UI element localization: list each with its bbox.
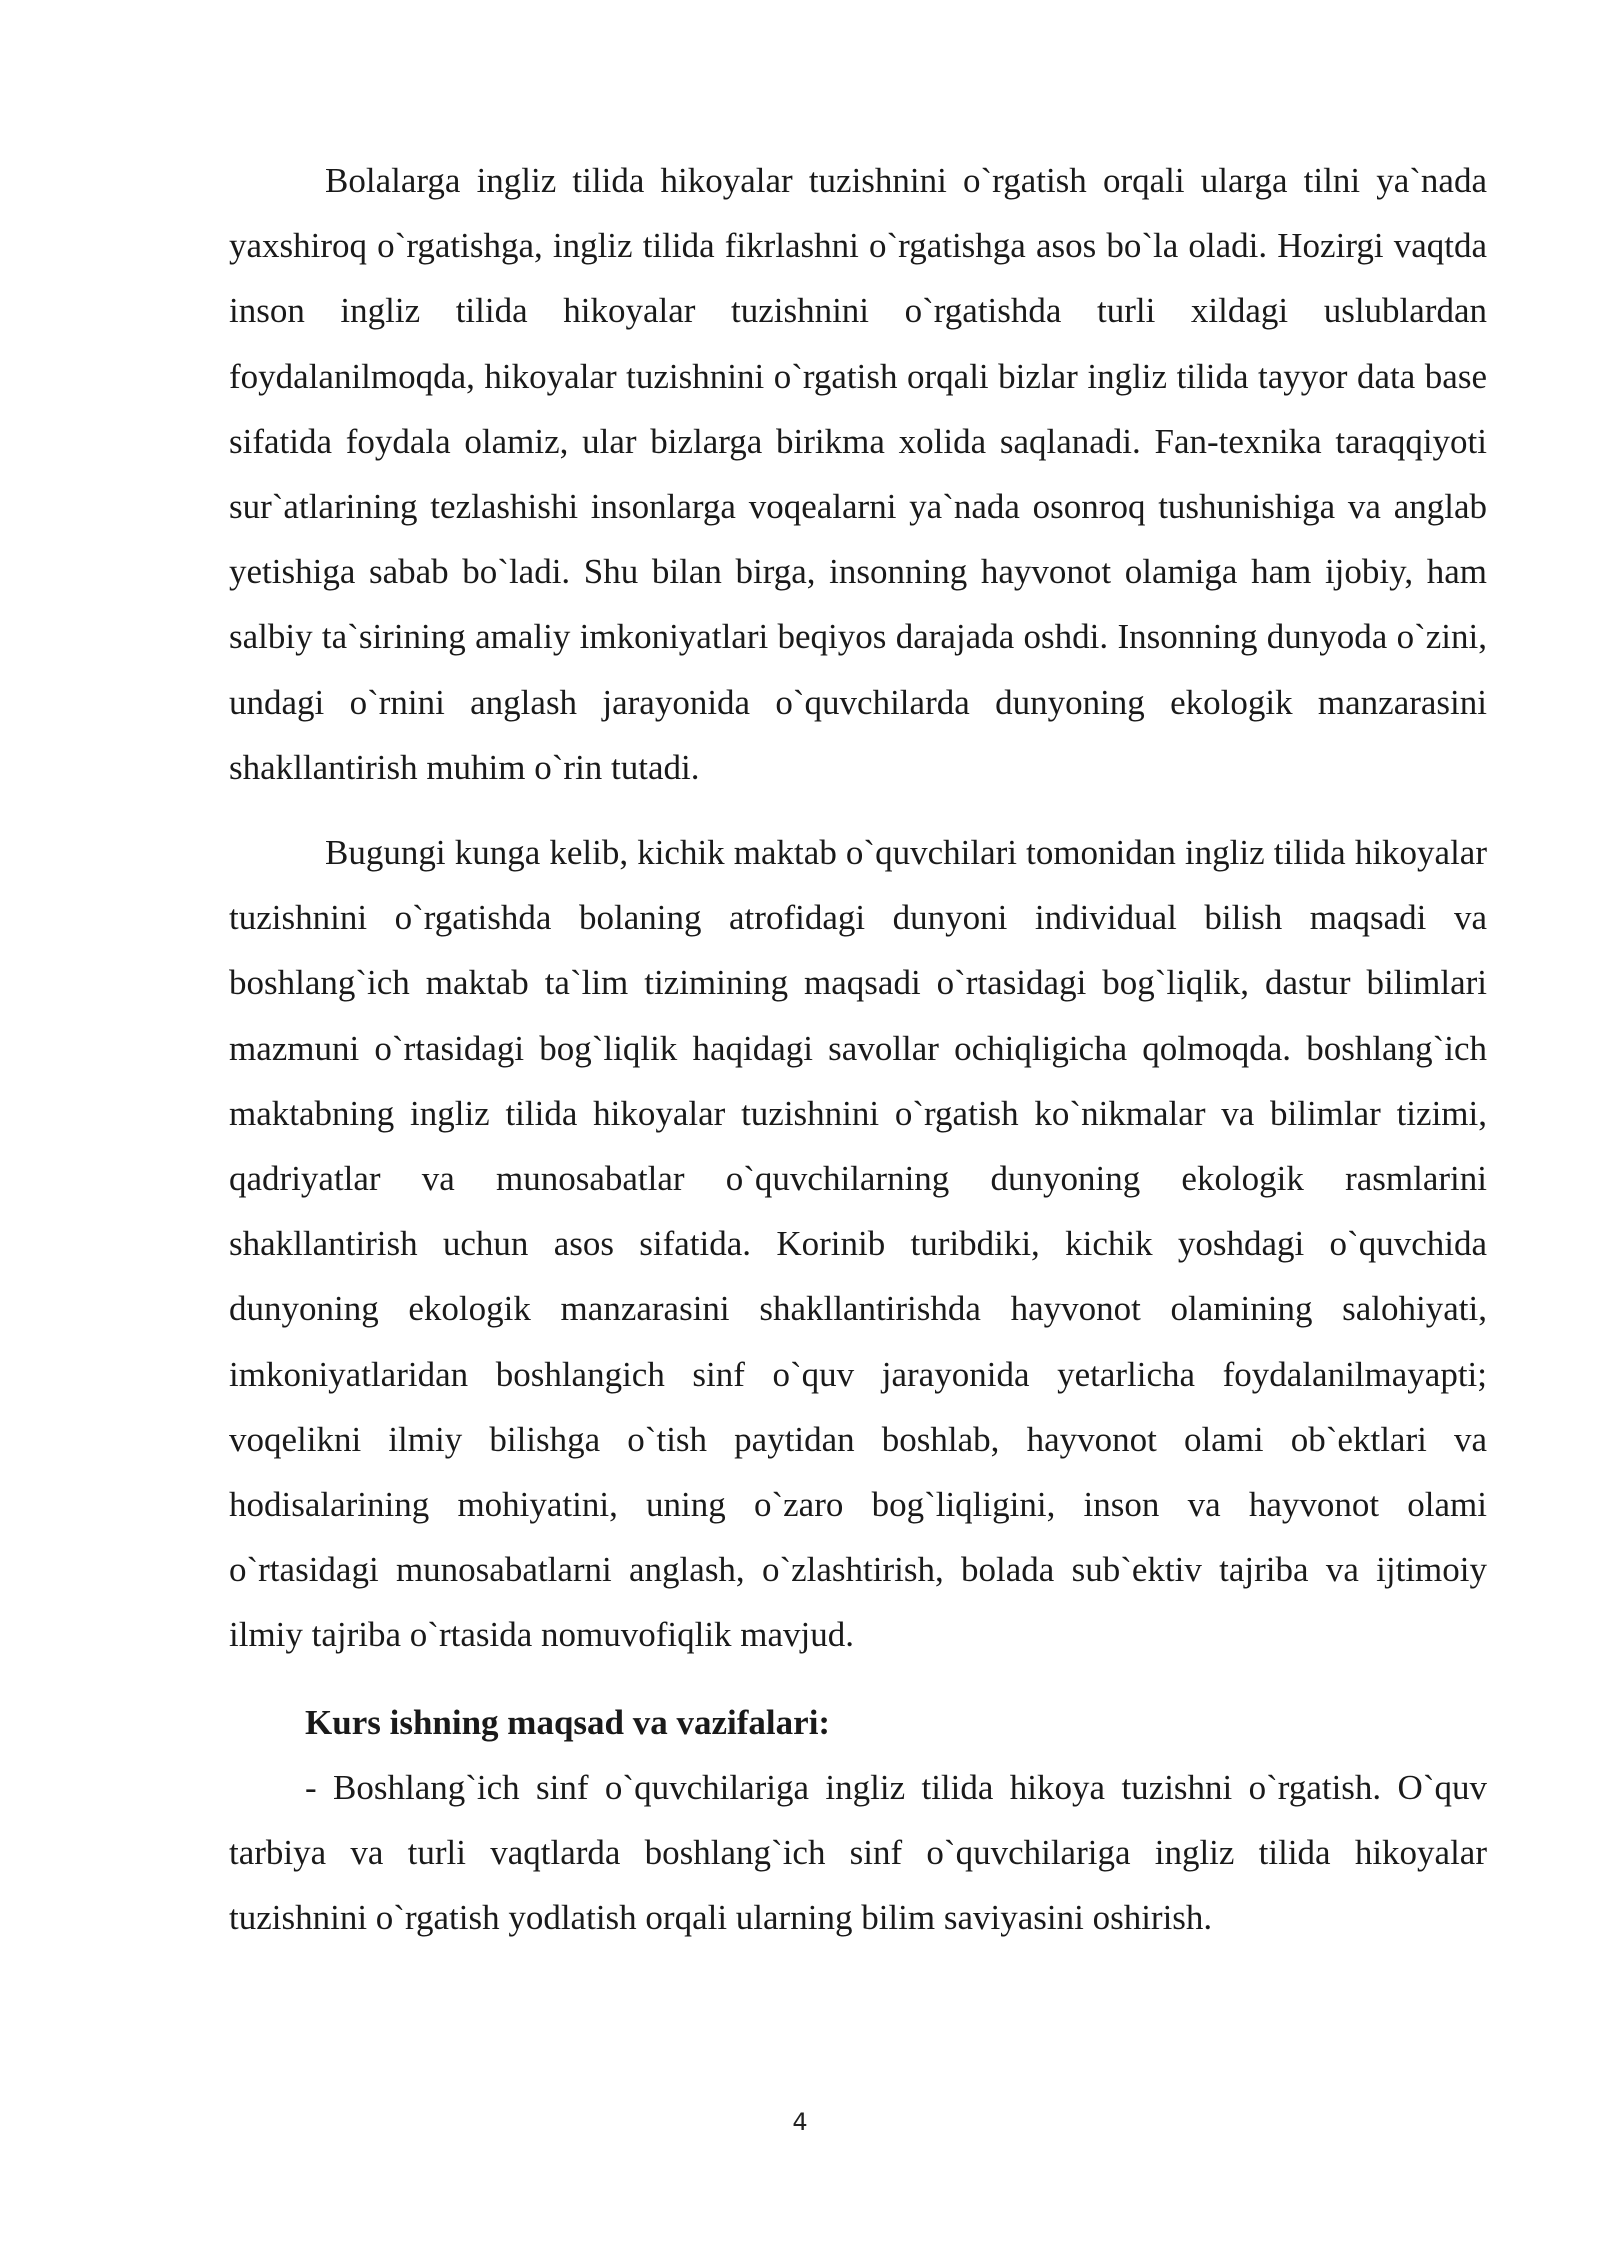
paragraph-intro: Bolalarga ingliz tilida hikoyalar tuzishnini o`rgatish orqali ularga tilni ya`nada yaxshiroq o`rgatishga, ingliz tilida fikrlashni o`rgatishga asos bo`la oladi. Hozirgi vaqtda inson ingliz tilida hikoyalar tuzishnini o`rgatishda turli xildagi uslublardan foydalanilmoqda, hikoyalar tuzishnini o`rgatish orqali bizlar ingliz tilida tayyor data base sifatida foydala olamiz, ular bizlarga birikma xolida saqlanadi. Fan-texnika taraqqiyoti sur`atlarining tezlashishi insonlarga voqealarni ya`nada osonroq tushunishiga va anglab yetishiga sabab bo`ladi. Shu bilan birga, insonning hayvonot olamiga ham ijobiy, ham salbiy ta`sirining amaliy imkoniyatlari beqiyos darajada oshdi. Insonning dunyoda o`zini, undagi o`rnini anglash jarayonida o`quvchilarda dunyoning ekologik manzarasini shakllantirish muhim o`rin tutadi. (229, 161, 1487, 787)
section-heading: Kurs ishning maqsad va vazifalari: (305, 1702, 831, 1742)
goal-list-item: - Boshlang`ich sinf o`quvchilariga ingliz tilida hikoya tuzishni o`rgatish. O`quv tarbiya va turli vaqtlarda boshlang`ich sinf o`quvchilariga ingliz tilida hikoyalar tuzishnini o`rgatish yodlatish orqali ularning bilim saviyasini oshirish. (229, 1767, 1487, 1938)
page-body (229, 148, 1487, 1950)
page-number: 4 (792, 2108, 808, 2136)
paragraph-current-state: Bugungi kunga kelib, kichik maktab o`quvchilari tomonidan ingliz tilida hikoyalar tuzishnini o`rgatishda bolaning atrofidagi dunyoni individual bilish maqsadi va boshlang`ich maktab ta`lim tizimining maqsadi o`rtasidagi bog`liqlik, dastur bilimlari mazmuni o`rtasidagi bog`liqlik haqidagi savollar ochiqligicha qolmoqda. boshlang`ich maktabning ingliz tilida hikoyalar tuzishnini o`rgatish ko`nikmalar va bilimlar tizimi, qadriyatlar va munosabatlar o`quvchilarning dunyoning ekologik rasmlarini shakllantirish uchun asos sifatida. Korinib turibdiki, kichik yoshdagi o`quvchida dunyoning ekologik manzarasini shakllantirishda hayvonot olamining salohiyati, imkoniyatlaridan boshlangich sinf o`quv jarayonida yetarlicha foydalanilmayapti; voqelikni ilmiy bilishga o`tish paytidan boshlab, hayvonot olami ob`ektlari va hodisalarining mohiyatini, uning o`zaro bog`liqligini, inson va hayvonot olami o`rtasidagi munosabatlarni anglash, o`zlashtirish, bolada sub`ektiv tajriba va ijtimoiy ilmiy tajriba o`rtasida nomuvofiqlik mavjud. (229, 833, 1487, 1655)
